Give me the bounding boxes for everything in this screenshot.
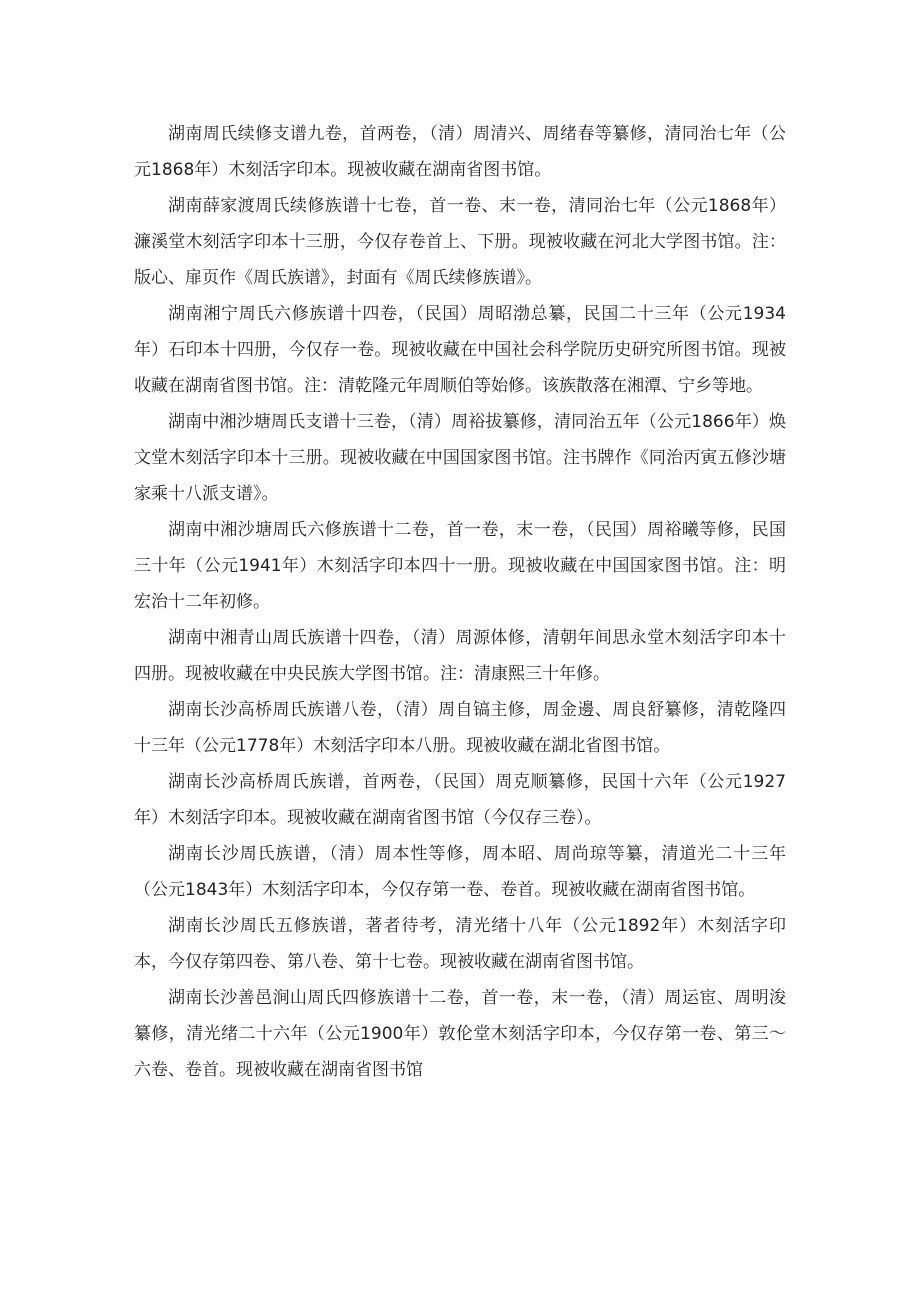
paragraph-5: 湖南中湘沙塘周氏六修族谱十二卷，首一卷，末一卷，（民国）周裕曦等修，民国三十年（公元1941年）木刻活字印本四十一册。现被收藏在中国国家图书馆。注：明宏治十二年初修。: [134, 520, 786, 612]
paragraph-11: 湖南长沙善邑涧山周氏四修族谱十二卷，首一卷，末一卷，（清）周运宦、周明浚纂修，清光绪二十六年（公元1900年）敦伦堂木刻活字印本，今仅存第一卷、第三～六卷、卷首。现被收藏在湖南省图书馆: [134, 988, 786, 1080]
paragraph-2: 湖南薛家渡周氏续修族谱十七卷，首一卷、末一卷，清同治七年（公元1868年）濂溪堂木刻活字印本十三册，今仅存卷首上、下册。现被收藏在河北大学图书馆。注：版心、扉页作《周氏族谱》，封面有《周氏续修族谱》。: [134, 196, 786, 288]
paragraph-9: 湖南长沙周氏族谱，（清）周本性等修，周本昭、周尚琼等纂，清道光二十三年（公元1843年）木刻活字印本，今仅存第一卷、卷首。现被收藏在湖南省图书馆。: [134, 844, 786, 900]
paragraph-3: 湖南湘宁周氏六修族谱十四卷，（民国）周昭渤总纂，民国二十三年（公元1934年）石印本十四册，今仅存一卷。现被收藏在中国社会科学院历史研究所图书馆。现被收藏在湖南省图书馆。注：清乾隆元年周顺伯等始修。该族散落在湘潭、宁乡等地。: [134, 304, 786, 396]
paragraph-8: 湖南长沙高桥周氏族谱，首两卷，（民国）周克顺纂修，民国十六年（公元1927年）木刻活字印本。现被收藏在湖南省图书馆（今仅存三卷）。: [134, 772, 786, 828]
paragraph-7: 湖南长沙高桥周氏族谱八卷，（清）周自镐主修，周金邊、周良舒纂修，清乾隆四十三年（公元1778年）木刻活字印本八册。现被收藏在湖北省图书馆。: [134, 700, 786, 756]
paragraph-6: 湖南中湘青山周氏族谱十四卷，（清）周源体修，清朝年间思永堂木刻活字印本十四册。现被收藏在中央民族大学图书馆。注：清康熙三十年修。: [134, 628, 786, 684]
paragraph-10: 湖南长沙周氏五修族谱，著者待考，清光绪十八年（公元1892年）木刻活字印本，今仅存第四卷、第八卷、第十七卷。现被收藏在湖南省图书馆。: [134, 916, 786, 972]
paragraph-4: 湖南中湘沙塘周氏支谱十三卷，（清）周裕拔纂修，清同治五年（公元1866年）焕文堂木刻活字印本十三册。现被收藏在中国国家图书馆。注书牌作《同治丙寅五修沙塘家乘十八派支谱》。: [134, 412, 786, 504]
paragraph-1: 湖南周氏续修支谱九卷，首两卷，（清）周清兴、周绪春等纂修，清同治七年（公元1868年）木刻活字印本。现被收藏在湖南省图书馆。: [134, 124, 786, 180]
document-body: [134, 116, 786, 1088]
